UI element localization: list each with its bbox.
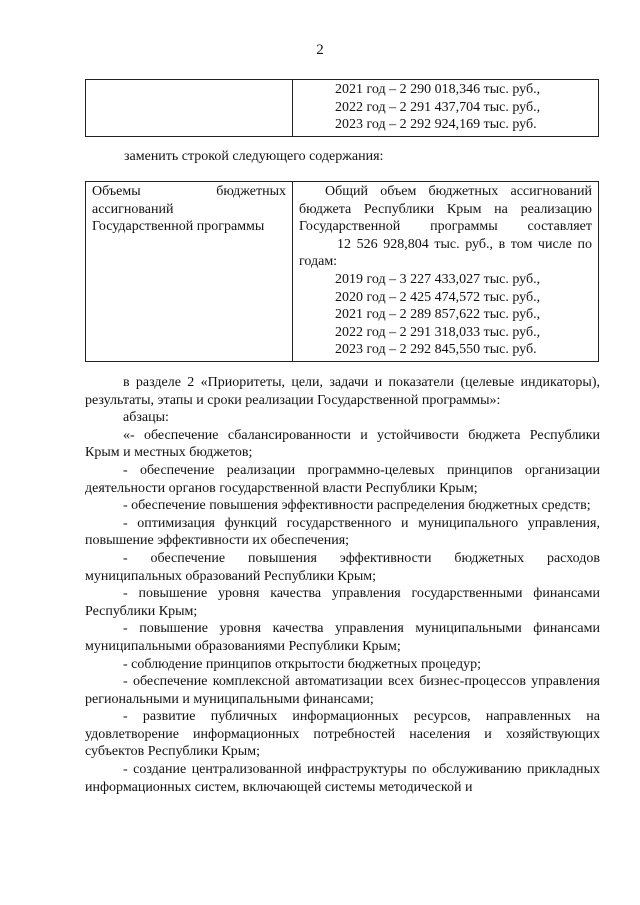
paragraph: - обеспечение повышения эффективности распределения бюджетных средств; xyxy=(123,498,591,514)
document-body xyxy=(85,374,600,796)
table-cell-years xyxy=(293,80,599,137)
content-line: бюджета Республики Крым на реализацию xyxy=(299,201,592,217)
table-row xyxy=(86,80,599,137)
paragraph: «- обеспечение сбалансированности и устойчивости бюджета Республики Крым и местных бюджетов; xyxy=(85,427,600,461)
paragraph: - обеспечение повышения эффективности бюджетных расходов муниципальных образований Республики Крым; xyxy=(85,550,600,584)
year-line: 2023 год – 2 292 845,550 тыс. руб. xyxy=(335,342,537,358)
year-line: 2020 год – 2 425 474,572 тыс. руб., xyxy=(335,289,541,305)
year-line: 2023 год – 2 292 924,169 тыс. руб. xyxy=(335,117,537,133)
label-line: Объемы бюджетных xyxy=(92,184,286,199)
content-line: 12 526 928,804 тыс. руб., в том числе по xyxy=(337,236,592,252)
new-content-table xyxy=(85,181,599,362)
paragraph: - соблюдение принципов открытости бюджетных процедур; xyxy=(123,656,481,672)
table-cell-content xyxy=(293,182,599,362)
year-line: 2019 год – 3 227 433,027 тыс. руб., xyxy=(335,271,541,287)
year-line: 2022 год – 2 291 437,704 тыс. руб., xyxy=(335,99,541,115)
table-cell-label xyxy=(86,182,293,362)
label-line: Государственной программы xyxy=(92,219,265,235)
content-line: годам: xyxy=(299,254,338,270)
paragraph: - развитие публичных информационных ресурсов, направленных на удовлетворение информационных потребностей населения и хозяйствующих субъектов Республики Крым; xyxy=(85,709,600,760)
content-line: Государственной программы составляет xyxy=(299,219,592,235)
table-cell-empty xyxy=(86,80,293,137)
paragraph: в разделе 2 «Приоритеты, цели, задачи и показатели (целевые индикаторы), результаты, этапы и сроки реализации Государственной программы»: xyxy=(85,375,600,408)
paragraph: - оптимизация функций государственного и муниципального управления, повышение эффективности их обеспечения; xyxy=(85,515,600,549)
year-line: 2021 год – 2 290 018,346 тыс. руб., xyxy=(335,82,541,97)
paragraph: - повышение уровня качества управления государственными финансами Республики Крым; xyxy=(85,586,600,619)
year-line: 2022 год – 2 291 318,033 тыс. руб., xyxy=(335,324,541,340)
label-line: ассигнований xyxy=(92,201,174,217)
page-number: 2 xyxy=(316,42,324,58)
paragraph: - обеспечение реализации программно-целевых принципов организации деятельности органов государственной власти Республики Крым; xyxy=(85,462,600,496)
previous-table-fragment xyxy=(85,79,599,137)
replace-instruction: заменить строкой следующего содержания: xyxy=(124,149,384,164)
paragraph: - повышение уровня качества управления муниципальными финансами муниципальными образованиями Республики Крым; xyxy=(85,621,600,654)
content-line: Общий объем бюджетных ассигнований xyxy=(325,184,592,199)
year-line: 2021 год – 2 289 857,622 тыс. руб., xyxy=(335,307,541,323)
paragraph: абзацы: xyxy=(123,410,169,426)
paragraph: - обеспечение комплексной автоматизации всех бизнес-процессов управления региональными и муниципальными финансами; xyxy=(85,674,600,707)
paragraph: - создание централизованной инфраструктуры по обслуживанию прикладных информационных систем, включающей системы методической и xyxy=(85,762,600,795)
table-row xyxy=(86,182,599,362)
